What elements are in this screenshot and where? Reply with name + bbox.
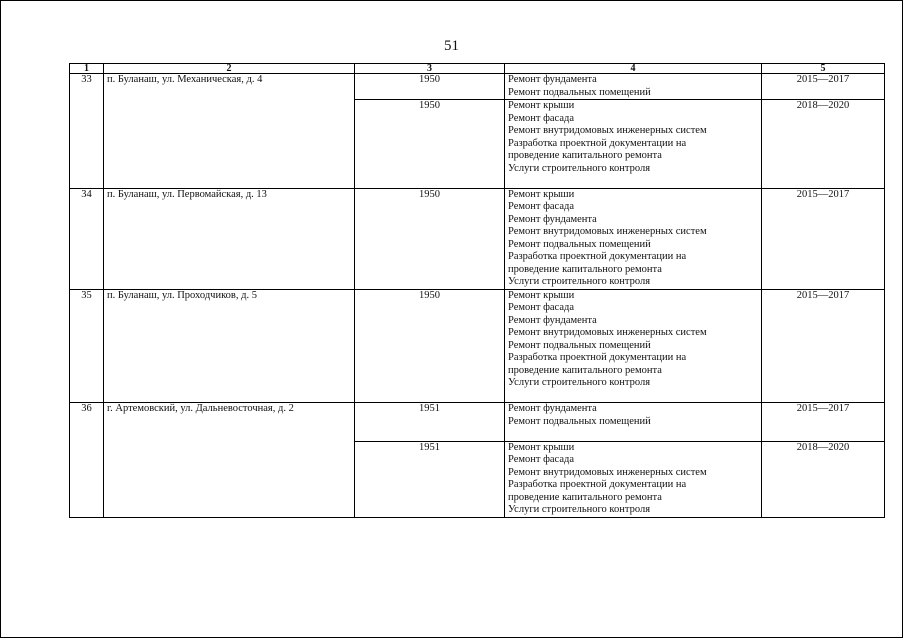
build-year-cell: 1950 [355, 289, 505, 403]
repair-period-cell: 2015—2017 [762, 403, 885, 442]
column-header-4: 4 [505, 64, 762, 74]
works-list-cell [505, 188, 762, 289]
work-item: Услуги строительного контроля [508, 162, 651, 174]
table-row [70, 403, 885, 442]
work-item: Ремонт внутридомовых инженерных систем [508, 226, 707, 237]
build-year-cell: 1951 [355, 403, 505, 442]
works-list-cell [505, 441, 762, 517]
repair-period-cell: 2015—2017 [762, 74, 885, 100]
address-cell: п. Буланаш, ул. Первомайская, д. 13 [104, 188, 355, 289]
work-item: Ремонт крыши [508, 289, 575, 301]
work-item: Ремонт внутридомовых инженерных систем [508, 327, 707, 338]
work-item: Разработка проектной документации на [508, 251, 687, 262]
work-item: Ремонт внутридомовых инженерных систем [508, 466, 707, 478]
work-item: Ремонт фасада [508, 112, 575, 124]
row-number-cell: 35 [70, 289, 104, 403]
work-item: проведение капитального ремонта [508, 491, 662, 503]
column-header-3: 3 [355, 64, 505, 74]
work-item: Ремонт подвальных помещений [508, 238, 651, 250]
column-header-5: 5 [762, 64, 885, 74]
work-item: Услуги строительного контроля [508, 377, 651, 388]
work-item: Разработка проектной документации на [508, 137, 687, 149]
repair-period-cell: 2015—2017 [762, 289, 885, 403]
work-item: Ремонт фасада [508, 302, 575, 313]
address-cell: г. Артемовский, ул. Дальневосточная, д. 2 [104, 403, 355, 518]
works-list-cell [505, 403, 762, 442]
work-item: Ремонт фасада [508, 454, 575, 465]
work-item: Разработка проектной документации на [508, 352, 687, 363]
row-number-cell: 34 [70, 188, 104, 289]
table-row [70, 289, 885, 403]
build-year-cell: 1951 [355, 441, 505, 517]
works-list-cell [505, 289, 762, 403]
table-body [70, 74, 885, 518]
work-item: проведение капитального ремонта [508, 364, 662, 376]
row-number-cell: 36 [70, 403, 104, 518]
page-number: 51 [444, 38, 459, 54]
work-item: проведение капитального ремонта [508, 263, 662, 275]
build-year-cell: 1950 [355, 100, 505, 189]
repair-period-cell: 2018—2020 [762, 441, 885, 517]
work-item: Ремонт фасада [508, 201, 575, 212]
work-item: Ремонт крыши [508, 100, 575, 111]
table-row [70, 188, 885, 289]
work-item: Разработка проектной документации на [508, 479, 687, 490]
work-item: Ремонт крыши [508, 188, 575, 200]
address-cell: п. Буланаш, ул. Проходчиков, д. 5 [104, 289, 355, 403]
work-item: Ремонт фундамента [508, 213, 597, 225]
work-item: Ремонт подвальных помещений [508, 86, 651, 98]
work-item: проведение капитального ремонта [508, 150, 662, 161]
table-header-row [70, 64, 885, 74]
repair-period-cell: 2015—2017 [762, 188, 885, 289]
column-header-2: 2 [104, 64, 355, 74]
row-number-cell: 33 [70, 74, 104, 189]
work-item: Услуги строительного контроля [508, 504, 651, 515]
work-item: Ремонт фундамента [508, 74, 597, 85]
work-item: Ремонт фундамента [508, 314, 597, 326]
work-item: Ремонт фундамента [508, 403, 597, 414]
build-year-cell: 1950 [355, 74, 505, 100]
works-list-cell [505, 74, 762, 100]
column-header-1: 1 [70, 64, 104, 74]
table-row [70, 74, 885, 100]
works-list-cell [505, 100, 762, 189]
repair-schedule-table [69, 63, 885, 518]
build-year-cell: 1950 [355, 188, 505, 289]
work-item: Ремонт крыши [508, 441, 575, 453]
repair-period-cell: 2018—2020 [762, 100, 885, 189]
work-item: Ремонт подвальных помещений [508, 415, 651, 427]
work-item: Услуги строительного контроля [508, 276, 651, 287]
work-item: Ремонт внутридомовых инженерных систем [508, 125, 707, 136]
work-item: Ремонт подвальных помещений [508, 339, 651, 351]
address-cell: п. Буланаш, ул. Механическая, д. 4 [104, 74, 355, 189]
